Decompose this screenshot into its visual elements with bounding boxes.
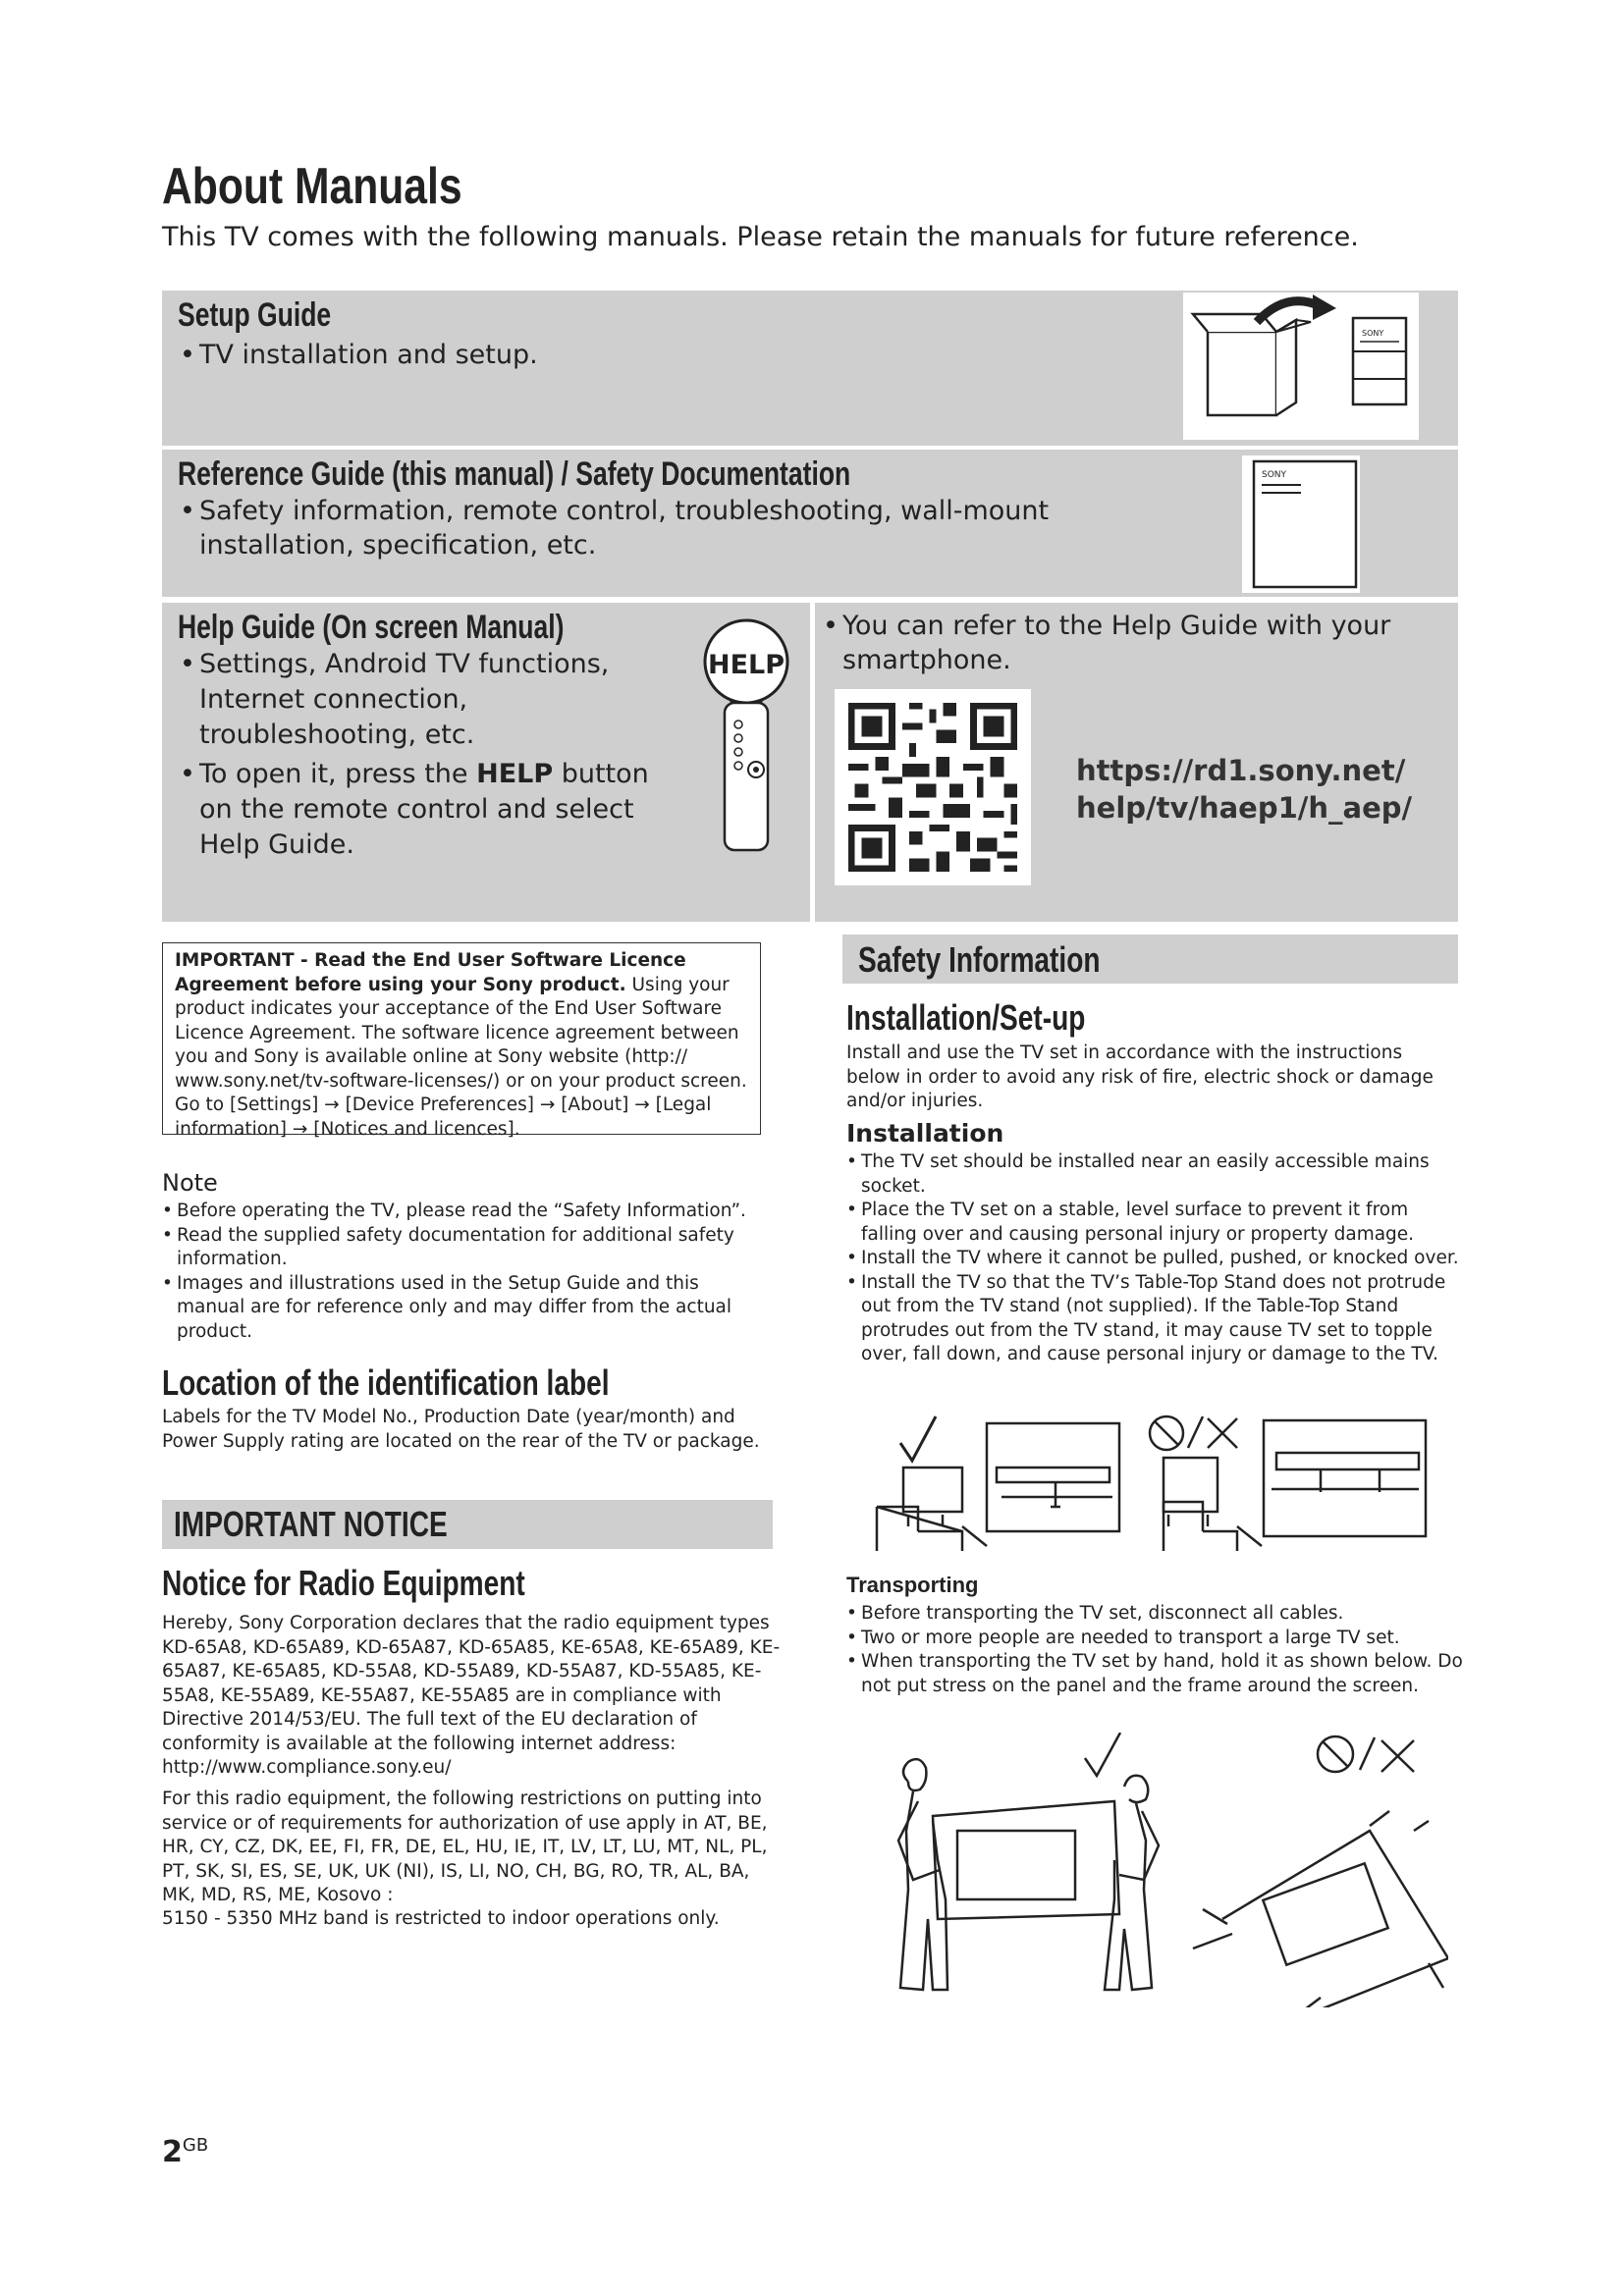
tv-stand-placement-illustration [869,1399,1434,1556]
setup-guide-list [178,338,1061,372]
licence-text: Using your product indicates your acceptance of the End User Software Licence Agreement. The software licence agreement between you and Sony is available online at Sony website (http://​www.sony.net/tv-software-licenses/) or on your product screen. Go to [Settings] → [Device Preferences] → [About] → [Legal information] → [Notices and licences]. [175,974,747,1140]
help-guide-item: • Settings, Android TV functions, Internet connection, troubleshooting, etc. [178,647,688,753]
setup-guide-item: • TV installation and setup. [178,338,1061,372]
licence-heading: IMPORTANT - Read the End User Software Licence Agreement before using your Sony product. [175,950,686,995]
brand-label: SONY [1362,329,1384,338]
transporting-list [846,1602,1465,1698]
note-list [162,1200,771,1344]
help-guide-title: Help Guide (On screen Manual) [178,609,565,646]
reference-guide-item: • Safety information, remote control, troubleshooting, wall-mount installation, specification, etc. [178,494,1199,562]
installation-setup-title: Installation/Set-up [846,997,1086,1038]
note-item: • Images and illustrations used in the Setup Guide and this manual are for reference only and may differ from the actual product. [162,1272,771,1345]
transporting-item: • Two or more people are needed to transport a large TV set. [846,1627,1465,1651]
help-guide-item: • To open it, press the HELP button on the remote control and select Help Guide. [178,757,688,863]
transporting-title: Transporting [846,1573,979,1597]
smartphone-item: • You can refer to the Help Guide with your smartphone. [821,609,1410,677]
important-notice-title: IMPORTANT NOTICE [174,1504,448,1544]
help-guide-smartphone-box [815,603,1458,922]
radio-title: Notice for Radio Equipment [162,1563,525,1603]
installation-title: Installation [846,1119,1004,1148]
page-suffix: GB [182,2135,209,2156]
page-title: About Manuals [162,158,462,215]
radio-para-2: For this radio equipment, the following restrictions on putting into service or of requirements for authorization of use apply in AT, BE, HR, CY, CZ, DK, EE, FI, FR, DE, EL, HU, IE, IT, LV, LT, LU, MT, NL, PL, PT, SK, SI, ES, SE, UK, UK (NI), IS, LI, NO, CH, BG, RO, TR, AL, BA, MK, MD, RS, ME, Kosovo : [162,1789,768,1905]
installation-setup-text: Install and use the TV set in accordance with the instructions below in order to avoid any risk of fire, electric shock or damage and/or injuries. [846,1042,1434,1111]
url-line-2[interactable]: help/tv/haep1/h_aep/ [1076,791,1413,825]
note-item: • Read the supplied safety documentation for additional safety information. [162,1224,771,1272]
smartphone-list [821,609,1410,677]
important-notice-bar [162,1500,773,1549]
radio-para-3: 5150 - 5350 MHz band is restricted to indoor operations only. [162,1908,720,1929]
page-number [162,2135,208,2169]
help-button-label: HELP [707,650,785,680]
installation-item: • The TV set should be installed near an easily accessible mains socket. [846,1150,1460,1199]
help-guide-url[interactable] [1076,752,1412,827]
location-text: Labels for the TV Model No., Production Date (year/month) and Power Supply rating are located on the rear of the TV or package. [162,1407,760,1452]
check-icon [1085,1733,1120,1776]
reference-guide-box [162,450,1458,597]
page-number-value: 2 [162,2135,183,2169]
installation-item: • Install the TV where it cannot be pulled, pushed, or knocked over. [846,1247,1460,1271]
installation-item: • Install the TV so that the TV’s Table-Top Stand does not protrude out from the TV stand (not supplied). If the Table-Top Stand protrudes out from the TV stand, it may cause TV set to topple over, fall down, and cause personal injury or damage to the TV. [846,1271,1460,1367]
setup-guide-box [162,291,1458,446]
safety-information-title: Safety Information [858,939,1101,980]
transporting-item: • When transporting the TV set by hand, hold it as shown below. Do not put stress on the panel and the frame around the screen. [846,1650,1465,1698]
note-title: Note [162,1169,218,1197]
safety-information-bar [842,934,1458,984]
intro-text: This TV comes with the following manuals. Please retain the manuals for future reference. [162,222,1359,252]
transporting-item: • Before transporting the TV set, disconnect all cables. [846,1602,1465,1627]
help-guide-box [162,603,810,922]
reference-guide-title: Reference Guide (this manual) / Safety Documentation [178,455,851,493]
help-key-label: HELP [476,759,554,789]
qr-code-icon [835,689,1031,885]
installation-list [846,1150,1460,1367]
brand-label: SONY [1262,470,1287,480]
tv-carrying-illustration [879,1733,1448,2007]
url-line-1[interactable]: https://rd1.sony.net/ [1076,754,1406,787]
check-icon [900,1416,936,1461]
manual-book-icon [1242,455,1360,593]
note-item: • Before operating the TV, please read the “Safety Information”. [162,1200,771,1224]
help-guide-list [178,647,688,863]
installation-item: • Place the TV set on a stable, level surface to prevent it from falling over and causing personal injury or property damage. [846,1199,1460,1247]
box-and-manual-icon [1183,293,1419,440]
remote-control-help-icon [687,614,805,860]
reference-guide-list [178,494,1199,562]
important-licence-box [162,942,761,1140]
location-title: Location of the identification label [162,1362,610,1403]
radio-para-1: Hereby, Sony Corporation declares that the radio equipment types KD-65A8, KD-65A89, KD-65A87, KD-65A85, KE-65A8, KE-65A89, KE-65A87, KE-65A85, KD-55A8, KD-55A89, KD-55A87, KD-55A85, KE-55A8, KE-55A89, KE-55A87, KE-55A85 are in compliance with Directive 2014/53/EU. The full text of the EU declaration of conformity is available at the following internet address: http://www.compliance.sony.eu/ [162,1613,781,1778]
setup-guide-title: Setup Guide [178,296,332,334]
